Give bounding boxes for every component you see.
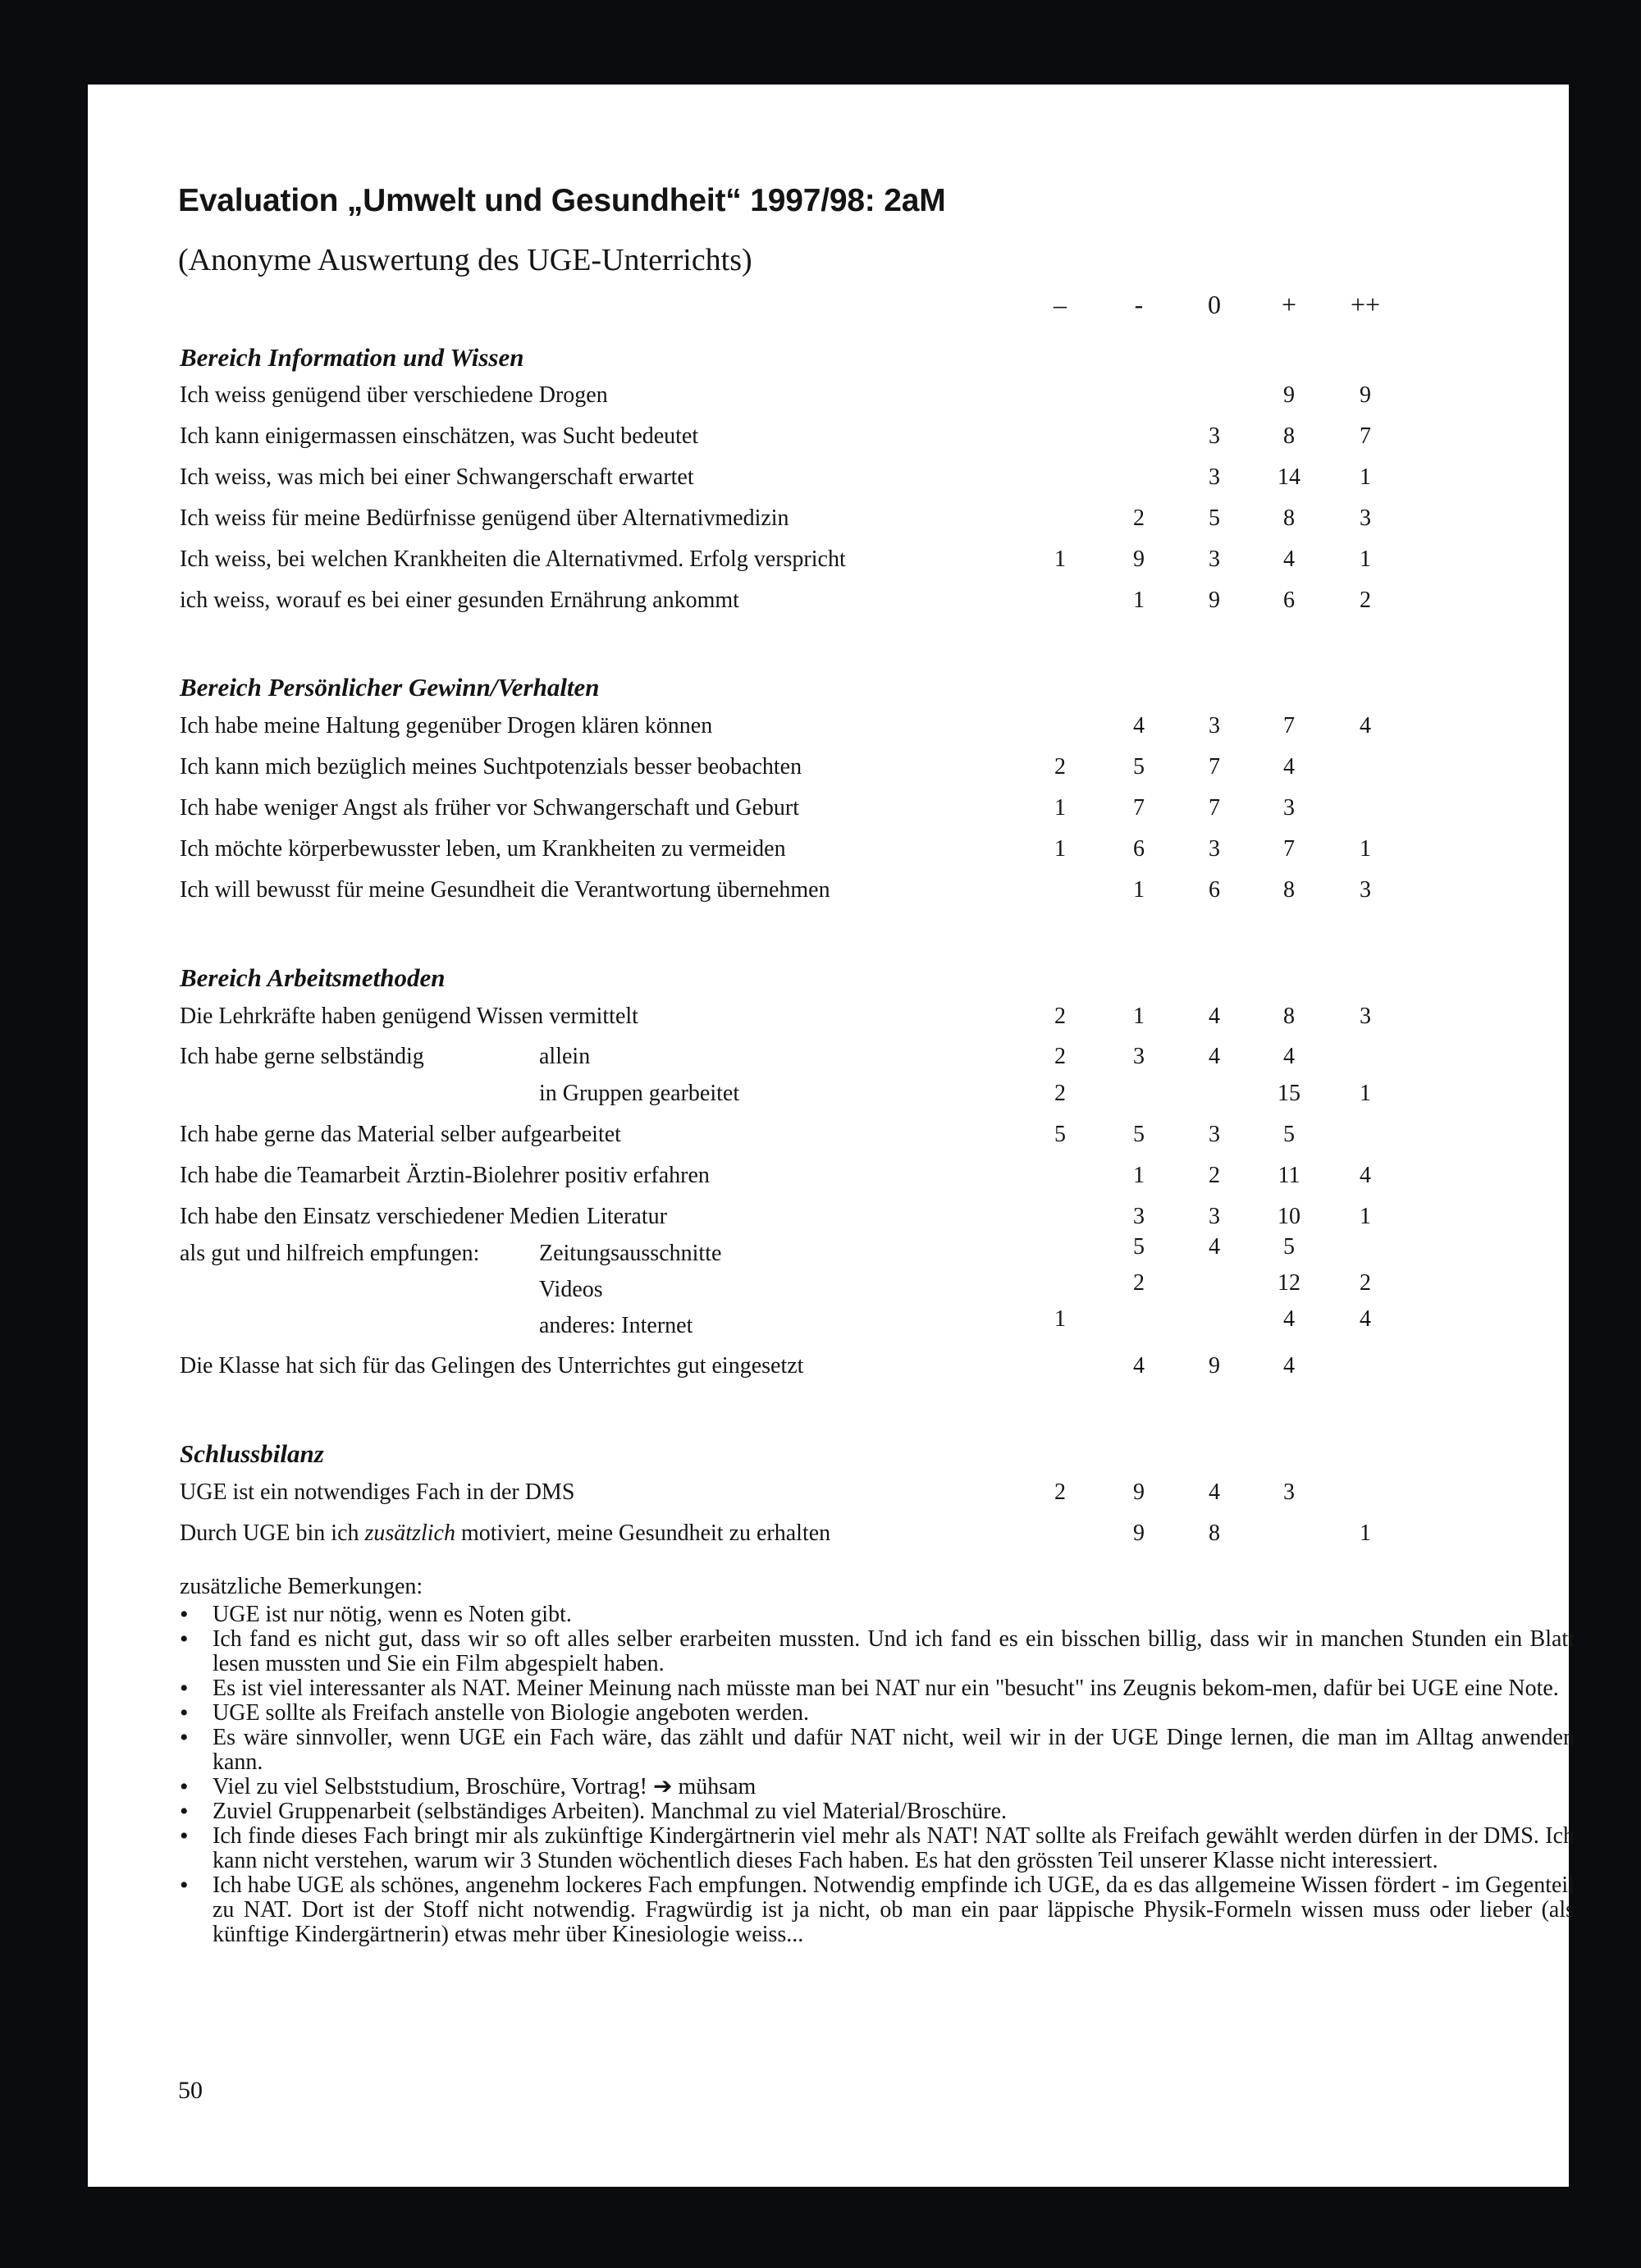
rating-count: 8: [1283, 423, 1295, 449]
rating-count: 5: [1283, 1122, 1295, 1147]
rating-count: 9: [1133, 1520, 1145, 1546]
rating-count: 4: [1360, 1306, 1371, 1332]
rating-count: 2: [1054, 1479, 1066, 1505]
rating-count: 1: [1360, 1081, 1371, 1106]
row-sublabel: Literatur: [587, 1204, 667, 1229]
rating-count: 2: [1054, 754, 1066, 780]
rating-count: 4: [1133, 1353, 1145, 1379]
rating-count: 14: [1278, 464, 1300, 490]
rating-count: 5: [1133, 1234, 1145, 1260]
rating-count: 1: [1133, 1163, 1145, 1188]
rating-count: 7: [1360, 423, 1371, 449]
row-label-text: motiviert, meine Gesundheit zu erhalten: [455, 1520, 831, 1546]
rating-count: 7: [1133, 795, 1145, 821]
rating-count: 1: [1054, 1306, 1066, 1332]
row-label: Ich weiss, bei welchen Krankheiten die Alternativmed. Erfolg verspricht: [180, 546, 846, 572]
rating-count: 3: [1133, 1204, 1145, 1229]
row-label: Ich habe gerne selbständig: [180, 1044, 424, 1069]
rating-count: 9: [1283, 382, 1295, 408]
row-label: Ich möchte körperbewusster leben, um Krankheiten zu vermeiden: [180, 836, 786, 862]
rating-count: 3: [1209, 713, 1220, 738]
rating-count: 10: [1278, 1204, 1300, 1229]
rating-count: 3: [1133, 1044, 1145, 1069]
page-title: Evaluation „Umwelt und Gesundheit“ 1997/98: 2aM: [178, 183, 946, 218]
rating-count: 3: [1360, 505, 1371, 531]
rating-count: 2: [1360, 588, 1371, 613]
row-label-text: Durch UGE bin ich: [180, 1520, 365, 1546]
rating-count: 2: [1133, 1270, 1145, 1296]
remarks-list: [180, 1603, 1575, 1947]
rating-count: 5: [1054, 1122, 1066, 1147]
rating-count: 1: [1360, 546, 1371, 572]
rating-count: 4: [1360, 1163, 1371, 1188]
row-label: Ich habe den Einsatz verschiedener Medien: [180, 1204, 580, 1229]
scale-header-very-negative: –: [1054, 290, 1067, 319]
rating-count: 9: [1133, 546, 1145, 572]
rating-count: 3: [1360, 877, 1371, 903]
rating-count: 4: [1209, 1234, 1220, 1260]
row-label: Ich weiss genügend über verschiedene Drogen: [180, 382, 608, 408]
remark-item: • Ich finde dieses Fach bringt mir als zukünftige Kindergärtnerin viel mehr als NAT! NAT sollte als Freifach gewählt werden dürfen in der DMS. Ich kann nicht verstehen, warum wir 3 Stunden wöchentlich dieses Fach haben. Es hat den grössten Teil unserer Klasse nicht interessiert.: [213, 1824, 1575, 1873]
rating-count: 3: [1283, 1479, 1295, 1505]
row-sublabel: Videos: [539, 1277, 603, 1302]
scale-header-negative: -: [1134, 290, 1144, 319]
rating-count: 3: [1209, 836, 1220, 862]
remark-item: • Es ist viel interessanter als NAT. Meiner Meinung nach müsste man bei NAT nur ein "besucht" ins Zeugnis bekom-men, dafür bei UGE eine Note.: [213, 1676, 1575, 1701]
rating-count: 2: [1360, 1270, 1371, 1296]
section-heading: Schlussbilanz: [180, 1439, 324, 1468]
rating-count: 3: [1209, 1122, 1220, 1147]
rating-count: 8: [1283, 505, 1295, 531]
row-label: Ich habe gerne das Material selber aufgearbeitet: [180, 1122, 621, 1147]
row-sublabel: in Gruppen gearbeitet: [539, 1081, 740, 1106]
scale-header-neutral: 0: [1208, 290, 1221, 319]
rating-count: 6: [1283, 588, 1295, 613]
rating-count: 7: [1283, 713, 1295, 738]
rating-count: 1: [1133, 877, 1145, 903]
row-sublabel: anderes: Internet: [539, 1313, 693, 1338]
remark-item: • Es wäre sinnvoller, wenn UGE ein Fach wäre, das zählt und dafür NAT nicht, weil wir in der UGE Dinge lernen, die man im Alltag anwenden kann.: [213, 1726, 1575, 1775]
section-heading: Bereich Persönlicher Gewinn/Verhalten: [180, 673, 600, 702]
scale-header-positive: +: [1281, 290, 1297, 319]
rating-count: 9: [1209, 588, 1220, 613]
row-label: Die Klasse hat sich für das Gelingen des Unterrichtes gut eingesetzt: [180, 1353, 804, 1379]
rating-count: 9: [1133, 1479, 1145, 1505]
rating-count: 15: [1278, 1081, 1300, 1106]
rating-count: 4: [1209, 1044, 1220, 1069]
rating-count: 5: [1209, 505, 1220, 531]
rating-count: 3: [1209, 464, 1220, 490]
remark-item: • Ich habe UGE als schönes, angenehm lockeres Fach empfungen. Notwendig empfinde ich UGE, da es das allgemeine Wissen fördert - im Gegenteil zu NAT. Dort ist der Stoff nicht notwendig. Fragwürdig ist ja nicht, ob man ein paar läppische Physik-Formeln wissen muss oder lieber (als künftige Kindergärtnerin) etwas mehr über Kinesiologie weiss...: [213, 1873, 1575, 1947]
remark-item: • UGE ist nur nötig, wenn es Noten gibt.: [213, 1603, 1575, 1627]
rating-count: 7: [1209, 754, 1220, 780]
rating-count: 1: [1360, 836, 1371, 862]
row-label: Ich habe meine Haltung gegenüber Drogen klären können: [180, 713, 713, 738]
rating-count: 3: [1209, 1204, 1220, 1229]
rating-count: 4: [1283, 754, 1295, 780]
rating-count: 8: [1209, 1520, 1220, 1546]
row-label: Ich weiss für meine Bedürfnisse genügend über Alternativmedizin: [180, 505, 789, 531]
rating-count: 4: [1283, 1353, 1295, 1379]
rating-count: 3: [1209, 423, 1220, 449]
rating-count: 2: [1054, 1004, 1066, 1029]
rating-count: 7: [1209, 795, 1220, 821]
row-label-emphasis: zusätzlich: [364, 1520, 455, 1546]
row-label: als gut und hilfreich empfungen:: [180, 1241, 480, 1266]
rating-count: 4: [1209, 1004, 1220, 1029]
section-heading: Bereich Arbeitsmethoden: [180, 963, 446, 992]
rating-count: 4: [1283, 1306, 1295, 1332]
rating-count: 5: [1133, 1122, 1145, 1147]
page-subtitle: (Anonyme Auswertung des UGE-Unterrichts): [178, 243, 752, 277]
rating-count: 9: [1360, 382, 1371, 408]
rating-count: 1: [1360, 1204, 1371, 1229]
rating-count: 4: [1283, 1044, 1295, 1069]
rating-count: 8: [1283, 1004, 1295, 1029]
rating-count: 2: [1054, 1081, 1066, 1106]
rating-count: 5: [1283, 1234, 1295, 1260]
rating-count: 5: [1133, 754, 1145, 780]
remark-item: • Zuviel Gruppenarbeit (selbständiges Arbeiten). Manchmal zu viel Material/Broschüre.: [213, 1799, 1575, 1824]
rating-count: 2: [1209, 1163, 1220, 1188]
row-label: Die Lehrkräfte haben genügend Wissen vermittelt: [180, 1004, 638, 1029]
rating-count: 3: [1360, 1004, 1371, 1029]
rating-count: 12: [1278, 1270, 1300, 1296]
rating-count: 3: [1283, 795, 1295, 821]
row-label: ich weiss, worauf es bei einer gesunden Ernährung ankommt: [180, 588, 739, 613]
rating-count: 4: [1283, 546, 1295, 572]
remark-item: • UGE sollte als Freifach anstelle von Biologie angeboten werden.: [213, 1701, 1575, 1726]
remarks-heading: zusätzliche Bemerkungen:: [180, 1574, 423, 1599]
rating-count: 11: [1278, 1163, 1300, 1188]
remark-item: • Viel zu viel Selbststudium, Broschüre, Vortrag! ➔ mühsam: [213, 1775, 1575, 1799]
rating-count: 1: [1133, 1004, 1145, 1029]
rating-count: 1: [1360, 464, 1371, 490]
rating-count: 6: [1133, 836, 1145, 862]
rating-count: 2: [1133, 505, 1145, 531]
scale-header-very-positive: ++: [1350, 290, 1381, 319]
row-label: Ich habe die Teamarbeit Ärztin-Biolehrer positiv erfahren: [180, 1163, 710, 1188]
rating-count: 1: [1054, 836, 1066, 862]
row-label: UGE ist ein notwendiges Fach in der DMS: [180, 1479, 575, 1505]
page-number: 50: [178, 2077, 203, 2104]
rating-count: 8: [1283, 877, 1295, 903]
rating-count: 1: [1133, 588, 1145, 613]
rating-count: 2: [1054, 1044, 1066, 1069]
rating-count: 3: [1209, 546, 1220, 572]
remark-item: • Ich fand es nicht gut, dass wir so oft alles selber erarbeiten mussten. Und ich fand es ein bisschen billig, dass wir in manchen Stunden ein Blatt lesen mussten und Sie ein Film abgespielt haben.: [213, 1627, 1575, 1676]
rating-count: 1: [1054, 546, 1066, 572]
row-label: Ich kann einigermassen einschätzen, was Sucht bedeutet: [180, 423, 699, 449]
row-sublabel: allein: [539, 1044, 591, 1069]
row-label: Ich kann mich bezüglich meines Suchtpotenzials besser beobachten: [180, 754, 802, 780]
rating-count: 1: [1054, 795, 1066, 821]
rating-count: 1: [1360, 1520, 1371, 1546]
row-label: [180, 1520, 830, 1547]
document-page: [88, 85, 1575, 2187]
rating-count: 4: [1209, 1479, 1220, 1505]
row-label: Ich will bewusst für meine Gesundheit die Verantwortung übernehmen: [180, 877, 830, 903]
rating-count: 9: [1209, 1353, 1220, 1379]
row-label: Ich habe weniger Angst als früher vor Schwangerschaft und Geburt: [180, 795, 799, 821]
row-sublabel: Zeitungsausschnitte: [539, 1241, 722, 1266]
rating-count: 4: [1133, 713, 1145, 738]
rating-count: 6: [1209, 877, 1220, 903]
rating-count: 7: [1283, 836, 1295, 862]
row-label: Ich weiss, was mich bei einer Schwangerschaft erwartet: [180, 464, 694, 490]
rating-count: 4: [1360, 713, 1371, 738]
section-heading: Bereich Information und Wissen: [180, 343, 524, 372]
